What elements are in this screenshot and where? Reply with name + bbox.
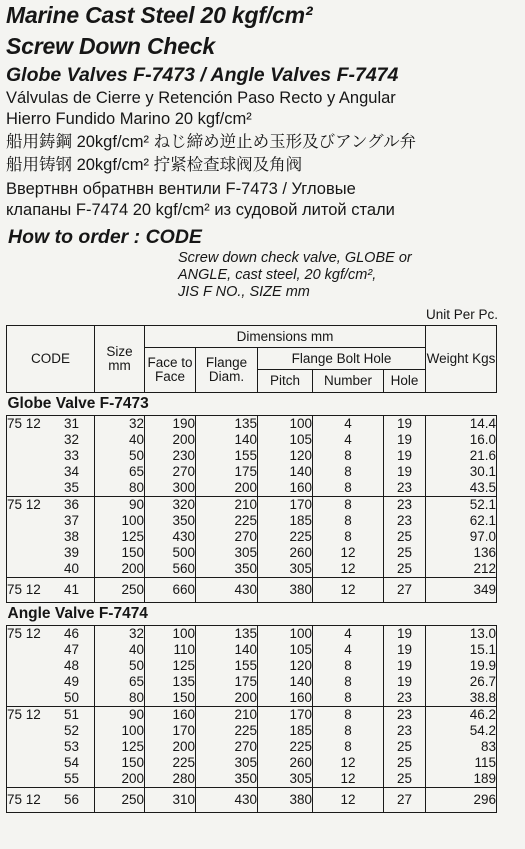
- col-header-dimensions: Dimensions mm: [145, 326, 426, 348]
- cell-flange-diam: 210: [196, 497, 258, 514]
- cell-face-to-face: 125: [145, 658, 196, 674]
- cell-face-to-face: 320: [145, 497, 196, 514]
- cell-flange-diam: 270: [196, 739, 258, 755]
- table-row: [7, 416, 497, 433]
- order-description: [178, 250, 412, 301]
- cell-hole: 25: [384, 561, 426, 578]
- cell-hole: 25: [384, 529, 426, 545]
- spec-table-body: [7, 393, 497, 813]
- cell-weight: 30.1: [426, 464, 497, 480]
- cell-pitch: 105: [258, 432, 313, 448]
- cell-face-to-face: 560: [145, 561, 196, 578]
- cell-bolt-number: 4: [313, 416, 384, 433]
- cell-flange-diam: 305: [196, 545, 258, 561]
- cell-bolt-number: 8: [313, 448, 384, 464]
- cell-size: 250: [95, 578, 145, 603]
- table-row: [7, 529, 497, 545]
- cell-flange-diam: 155: [196, 448, 258, 464]
- cell-size: 50: [95, 658, 145, 674]
- code-suffix: 37: [63, 513, 79, 528]
- cell-hole: 19: [384, 642, 426, 658]
- cell-pitch: 260: [258, 545, 313, 561]
- cell-weight: 189: [426, 771, 497, 788]
- cell-hole: 27: [384, 788, 426, 813]
- cell-face-to-face: 190: [145, 416, 196, 433]
- cell-flange-diam: 210: [196, 707, 258, 724]
- code-suffix: 40: [63, 561, 79, 576]
- cell-code: [7, 529, 95, 545]
- cell-code: [7, 739, 95, 755]
- cell-code: [7, 690, 95, 707]
- cell-hole: 19: [384, 432, 426, 448]
- col-header-number: Number: [313, 370, 384, 393]
- cell-face-to-face: 270: [145, 464, 196, 480]
- table-row: [7, 626, 497, 643]
- cell-hole: 25: [384, 771, 426, 788]
- col-header-flange-bolt: Flange Bolt Hole: [258, 348, 426, 370]
- cell-hole: 25: [384, 755, 426, 771]
- order-desc-line3: JIS F NO., SIZE mm: [178, 284, 310, 300]
- cell-hole: 23: [384, 690, 426, 707]
- cell-code: [7, 674, 95, 690]
- cell-pitch: 380: [258, 788, 313, 813]
- cell-size: 32: [95, 416, 145, 433]
- cell-face-to-face: 150: [145, 690, 196, 707]
- cell-face-to-face: 280: [145, 771, 196, 788]
- cell-bolt-number: 8: [313, 480, 384, 497]
- cell-flange-diam: 430: [196, 788, 258, 813]
- cell-weight: 296: [426, 788, 497, 813]
- cell-bolt-number: 12: [313, 771, 384, 788]
- cell-hole: 23: [384, 480, 426, 497]
- page-subtitle: Globe Valves F-7473 / Angle Valves F-7474: [6, 64, 399, 86]
- cell-size: 50: [95, 448, 145, 464]
- cell-face-to-face: 300: [145, 480, 196, 497]
- cell-size: 150: [95, 755, 145, 771]
- cell-bolt-number: 12: [313, 578, 384, 603]
- cell-size: 80: [95, 690, 145, 707]
- cell-pitch: 100: [258, 416, 313, 433]
- cell-code: [7, 578, 95, 603]
- cell-weight: 115: [426, 755, 497, 771]
- cell-code: [7, 561, 95, 578]
- cell-pitch: 160: [258, 480, 313, 497]
- spec-table: [6, 325, 497, 813]
- cell-code: [7, 545, 95, 561]
- cell-weight: 14.4: [426, 416, 497, 433]
- cell-face-to-face: 135: [145, 674, 196, 690]
- cell-hole: 23: [384, 707, 426, 724]
- cell-size: 100: [95, 513, 145, 529]
- code-suffix: 31: [63, 416, 79, 431]
- cell-bolt-number: 8: [313, 674, 384, 690]
- cell-code: [7, 416, 95, 433]
- cell-code: [7, 707, 95, 724]
- cell-code: [7, 723, 95, 739]
- how-to-order-heading: How to order : CODE: [8, 226, 202, 248]
- cell-weight: 15.1: [426, 642, 497, 658]
- cell-weight: 38.8: [426, 690, 497, 707]
- cell-size: 40: [95, 642, 145, 658]
- cell-size: 150: [95, 545, 145, 561]
- russian-title-line2: клапаны F-7474 20 kgf/cm² из судовой литой стали: [6, 201, 395, 219]
- cell-flange-diam: 135: [196, 416, 258, 433]
- cell-bolt-number: 4: [313, 642, 384, 658]
- cell-hole: 27: [384, 578, 426, 603]
- code-prefix: 75 12: [7, 582, 41, 597]
- col-header-code: CODE: [7, 326, 95, 393]
- cell-face-to-face: 350: [145, 513, 196, 529]
- russian-title-line1: Ввертнвн обратнвн вентили F-7473 / Угловые: [6, 180, 356, 198]
- cell-size: 32: [95, 626, 145, 643]
- col-header-flange-diam: Flange Diam.: [196, 348, 258, 393]
- cell-flange-diam: 140: [196, 642, 258, 658]
- cell-code: [7, 642, 95, 658]
- cell-size: 90: [95, 707, 145, 724]
- cell-code: [7, 497, 95, 514]
- cell-pitch: 160: [258, 690, 313, 707]
- chinese-title: 船用铸钢 20kgf/cm² 拧紧检查球阀及角阀: [6, 156, 303, 174]
- cell-flange-diam: 350: [196, 561, 258, 578]
- cell-pitch: 260: [258, 755, 313, 771]
- code-suffix: 56: [63, 792, 79, 807]
- table-row: [7, 771, 497, 788]
- code-suffix: 53: [63, 739, 79, 754]
- cell-bolt-number: 12: [313, 755, 384, 771]
- cell-flange-diam: 350: [196, 771, 258, 788]
- code-suffix: 38: [63, 529, 79, 544]
- cell-weight: 136: [426, 545, 497, 561]
- cell-bolt-number: 8: [313, 707, 384, 724]
- cell-bolt-number: 12: [313, 561, 384, 578]
- cell-bolt-number: 8: [313, 723, 384, 739]
- cell-flange-diam: 175: [196, 674, 258, 690]
- cell-face-to-face: 200: [145, 739, 196, 755]
- cell-flange-diam: 140: [196, 432, 258, 448]
- cell-code: [7, 755, 95, 771]
- cell-flange-diam: 175: [196, 464, 258, 480]
- cell-weight: 43.5: [426, 480, 497, 497]
- cell-bolt-number: 12: [313, 788, 384, 813]
- cell-weight: 16.0: [426, 432, 497, 448]
- cell-weight: 26.7: [426, 674, 497, 690]
- table-row: [7, 690, 497, 707]
- code-suffix: 54: [63, 755, 79, 770]
- cell-pitch: 140: [258, 674, 313, 690]
- page-title-line2: Screw Down Check: [6, 33, 215, 59]
- table-row: [7, 578, 497, 603]
- col-header-face: Face to Face: [145, 348, 196, 393]
- cell-hole: 23: [384, 513, 426, 529]
- cell-face-to-face: 170: [145, 723, 196, 739]
- col-header-hole: Hole: [384, 370, 426, 393]
- table-row: [7, 674, 497, 690]
- cell-code: [7, 658, 95, 674]
- table-row: [7, 755, 497, 771]
- cell-code: [7, 448, 95, 464]
- code-suffix: 46: [63, 626, 79, 641]
- cell-hole: 23: [384, 723, 426, 739]
- cell-face-to-face: 660: [145, 578, 196, 603]
- code-prefix: 75 12: [7, 497, 41, 512]
- cell-hole: 19: [384, 416, 426, 433]
- cell-bolt-number: 8: [313, 513, 384, 529]
- cell-hole: 19: [384, 674, 426, 690]
- cell-face-to-face: 160: [145, 707, 196, 724]
- order-desc-line2: ANGLE, cast steel, 20 kgf/cm²,: [178, 267, 377, 283]
- code-suffix: 52: [63, 723, 79, 738]
- table-row: [7, 561, 497, 578]
- cell-pitch: 120: [258, 658, 313, 674]
- table-row: [7, 432, 497, 448]
- code-prefix: 75 12: [7, 626, 41, 641]
- cell-hole: 25: [384, 545, 426, 561]
- cell-weight: 46.2: [426, 707, 497, 724]
- cell-hole: 19: [384, 464, 426, 480]
- cell-pitch: 100: [258, 626, 313, 643]
- cell-code: [7, 513, 95, 529]
- code-prefix: 75 12: [7, 707, 41, 722]
- table-row: [7, 723, 497, 739]
- cell-flange-diam: 430: [196, 578, 258, 603]
- cell-weight: 21.6: [426, 448, 497, 464]
- cell-hole: 19: [384, 658, 426, 674]
- code-suffix: 35: [63, 480, 79, 495]
- cell-code: [7, 788, 95, 813]
- cell-weight: 54.2: [426, 723, 497, 739]
- cell-pitch: 305: [258, 561, 313, 578]
- spanish-title-line2: Hierro Fundido Marino 20 kgf/cm²: [6, 110, 252, 128]
- cell-face-to-face: 200: [145, 432, 196, 448]
- cell-bolt-number: 8: [313, 497, 384, 514]
- cell-bolt-number: 4: [313, 432, 384, 448]
- cell-size: 200: [95, 561, 145, 578]
- cell-bolt-number: 12: [313, 545, 384, 561]
- table-row: [7, 480, 497, 497]
- code-suffix: 55: [63, 771, 79, 786]
- cell-size: 200: [95, 771, 145, 788]
- cell-weight: 83: [426, 739, 497, 755]
- cell-size: 125: [95, 529, 145, 545]
- cell-code: [7, 464, 95, 480]
- cell-size: 80: [95, 480, 145, 497]
- code-suffix: 39: [63, 545, 79, 560]
- cell-size: 65: [95, 674, 145, 690]
- cell-face-to-face: 310: [145, 788, 196, 813]
- section-header-row: [7, 603, 497, 626]
- cell-hole: 23: [384, 497, 426, 514]
- cell-weight: 19.9: [426, 658, 497, 674]
- cell-pitch: 380: [258, 578, 313, 603]
- code-suffix: 33: [63, 448, 79, 463]
- cell-pitch: 225: [258, 739, 313, 755]
- code-prefix: 75 12: [7, 792, 41, 807]
- code-suffix: 48: [63, 658, 79, 673]
- table-row: [7, 788, 497, 813]
- code-suffix: 50: [63, 690, 79, 705]
- cell-bolt-number: 8: [313, 658, 384, 674]
- cell-flange-diam: 225: [196, 723, 258, 739]
- cell-bolt-number: 8: [313, 690, 384, 707]
- cell-face-to-face: 110: [145, 642, 196, 658]
- code-suffix: 32: [63, 432, 79, 447]
- table-row: [7, 707, 497, 724]
- cell-hole: 25: [384, 739, 426, 755]
- cell-flange-diam: 270: [196, 529, 258, 545]
- cell-bolt-number: 8: [313, 529, 384, 545]
- cell-weight: 212: [426, 561, 497, 578]
- japanese-title: 船用鋳鋼 20kgf/cm² ねじ締め逆止め玉形及びアングル弁: [6, 133, 417, 151]
- cell-weight: 13.0: [426, 626, 497, 643]
- page-title: Marine Cast Steel 20 kgf/cm²: [6, 2, 313, 28]
- cell-bolt-number: 8: [313, 464, 384, 480]
- code-prefix: 75 12: [7, 416, 41, 431]
- cell-size: 250: [95, 788, 145, 813]
- cell-flange-diam: 305: [196, 755, 258, 771]
- cell-face-to-face: 230: [145, 448, 196, 464]
- cell-code: [7, 626, 95, 643]
- cell-pitch: 105: [258, 642, 313, 658]
- cell-size: 125: [95, 739, 145, 755]
- cell-hole: 19: [384, 448, 426, 464]
- cell-flange-diam: 200: [196, 480, 258, 497]
- cell-pitch: 225: [258, 529, 313, 545]
- section-header-row: [7, 393, 497, 416]
- cell-pitch: 170: [258, 707, 313, 724]
- col-header-weight: Weight Kgs: [426, 326, 497, 393]
- unit-note: Unit Per Pc.: [425, 307, 498, 322]
- spanish-title-line1: Válvulas de Cierre y Retención Paso Recto y Angular: [6, 89, 396, 107]
- cell-face-to-face: 500: [145, 545, 196, 561]
- cell-pitch: 185: [258, 723, 313, 739]
- cell-pitch: 305: [258, 771, 313, 788]
- cell-weight: 97.0: [426, 529, 497, 545]
- code-suffix: 47: [63, 642, 79, 657]
- cell-size: 90: [95, 497, 145, 514]
- table-row: [7, 739, 497, 755]
- table-row: [7, 513, 497, 529]
- section-title: Angle Valve F-7474: [7, 603, 497, 626]
- col-header-pitch: Pitch: [258, 370, 313, 393]
- section-title: Globe Valve F-7473: [7, 393, 497, 416]
- cell-code: [7, 432, 95, 448]
- cell-weight: 52.1: [426, 497, 497, 514]
- cell-pitch: 140: [258, 464, 313, 480]
- table-row: [7, 658, 497, 674]
- col-header-size: Size mm: [95, 326, 145, 393]
- cell-size: 40: [95, 432, 145, 448]
- cell-size: 65: [95, 464, 145, 480]
- cell-pitch: 120: [258, 448, 313, 464]
- cell-bolt-number: 4: [313, 626, 384, 643]
- cell-face-to-face: 430: [145, 529, 196, 545]
- cell-size: 100: [95, 723, 145, 739]
- cell-flange-diam: 225: [196, 513, 258, 529]
- cell-bolt-number: 8: [313, 739, 384, 755]
- cell-code: [7, 480, 95, 497]
- table-row: [7, 497, 497, 514]
- cell-face-to-face: 100: [145, 626, 196, 643]
- cell-weight: 62.1: [426, 513, 497, 529]
- cell-pitch: 170: [258, 497, 313, 514]
- code-suffix: 51: [63, 707, 79, 722]
- table-row: [7, 448, 497, 464]
- cell-code: [7, 771, 95, 788]
- table-row: [7, 642, 497, 658]
- cell-weight: 349: [426, 578, 497, 603]
- code-suffix: 34: [63, 464, 79, 479]
- cell-hole: 19: [384, 626, 426, 643]
- code-suffix: 36: [63, 497, 79, 512]
- order-desc-line1: Screw down check valve, GLOBE or: [178, 250, 412, 266]
- cell-flange-diam: 155: [196, 658, 258, 674]
- table-row: [7, 545, 497, 561]
- cell-flange-diam: 135: [196, 626, 258, 643]
- cell-pitch: 185: [258, 513, 313, 529]
- code-suffix: 41: [63, 582, 79, 597]
- cell-flange-diam: 200: [196, 690, 258, 707]
- table-row: [7, 464, 497, 480]
- code-suffix: 49: [63, 674, 79, 689]
- cell-face-to-face: 225: [145, 755, 196, 771]
